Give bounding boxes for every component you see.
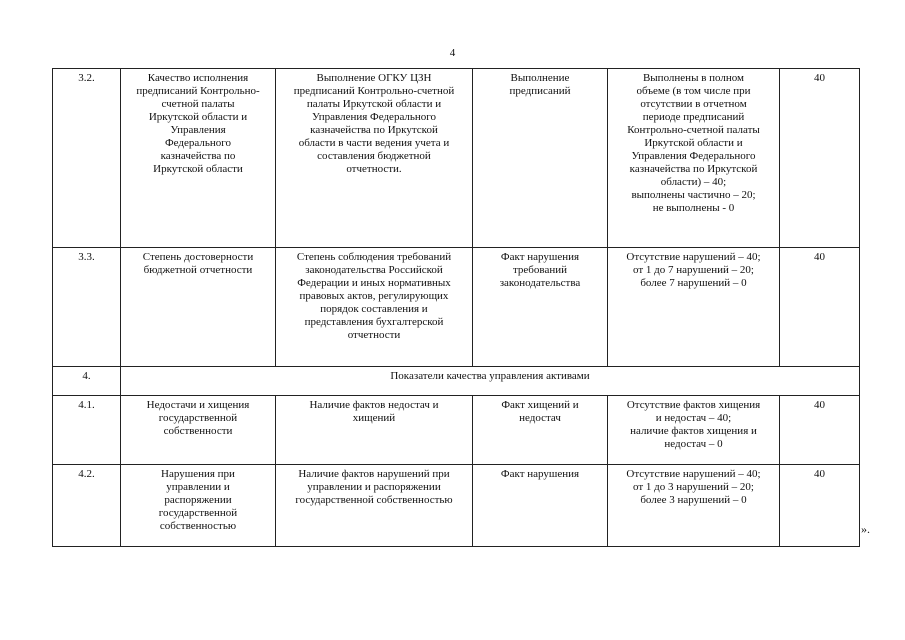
evaluation-cell: Отсутствие нарушений – 40; от 1 до 7 нарушений – 20; более 7 нарушений – 0 (608, 248, 780, 367)
row-number: 3.2. (53, 69, 121, 248)
table-row (53, 396, 860, 465)
table-row (53, 69, 860, 248)
indicator-cell: Недостачи и хищения государственной собственности (121, 396, 276, 465)
table-row (53, 465, 860, 547)
points-cell: 40 (780, 396, 860, 465)
section-number: 4. (53, 367, 121, 396)
points-cell: 40 (780, 465, 860, 547)
indicator-cell: Нарушения при управлении и распоряжении государственной собственностью (121, 465, 276, 547)
evaluation-cell: Отсутствие нарушений – 40; от 1 до 3 нарушений – 20; более 3 нарушений – 0 (608, 465, 780, 547)
description-cell: Наличие фактов нарушений при управлении и распоряжении государственной собственностью (276, 465, 473, 547)
points-cell: 40 (780, 248, 860, 367)
indicator-cell: Качество исполнения предписаний Контрольно- счетной палаты Иркутской области и Управления Федерального казначейства по Иркутской области (121, 69, 276, 248)
table-row (53, 248, 860, 367)
indicator-cell: Степень достоверности бюджетной отчетности (121, 248, 276, 367)
criterion-cell: Факт нарушения требований законодательства (473, 248, 608, 367)
indicators-table (52, 68, 860, 547)
description-cell: Выполнение ОГКУ ЦЗН предписаний Контрольно-счетной палаты Иркутской области и Управления Федерального казначейства по Иркутской области в части ведения учета и составления бюджетной отчетности. (276, 69, 473, 248)
description-cell: Наличие фактов недостач и хищений (276, 396, 473, 465)
criterion-cell: Факт нарушения (473, 465, 608, 547)
evaluation-cell: Выполнены в полном объеме (в том числе при отсутствии в отчетном периоде предписаний Контрольно-счетной палаты Иркутской области и Управления Федерального казначейства по Иркутской области) – 40; выполнены частично – 20; не выполнены - 0 (608, 69, 780, 248)
points-cell: 40 (780, 69, 860, 248)
row-number: 4.2. (53, 465, 121, 547)
criterion-cell: Факт хищений и недостач (473, 396, 608, 465)
criterion-cell: Выполнение предписаний (473, 69, 608, 248)
row-number: 3.3. (53, 248, 121, 367)
page-number: 4 (449, 47, 456, 59)
section-row (53, 367, 860, 396)
description-cell: Степень соблюдения требований законодательства Российской Федерации и иных нормативных правовых актов, регулирующих порядок составления и представления бухгалтерской отчетности (276, 248, 473, 367)
closing-quote-mark: ». (861, 522, 870, 536)
section-title: Показатели качества управления активами (121, 367, 860, 396)
row-number: 4.1. (53, 396, 121, 465)
evaluation-cell: Отсутствие фактов хищения и недостач – 40; наличие фактов хищения и недостач – 0 (608, 396, 780, 465)
